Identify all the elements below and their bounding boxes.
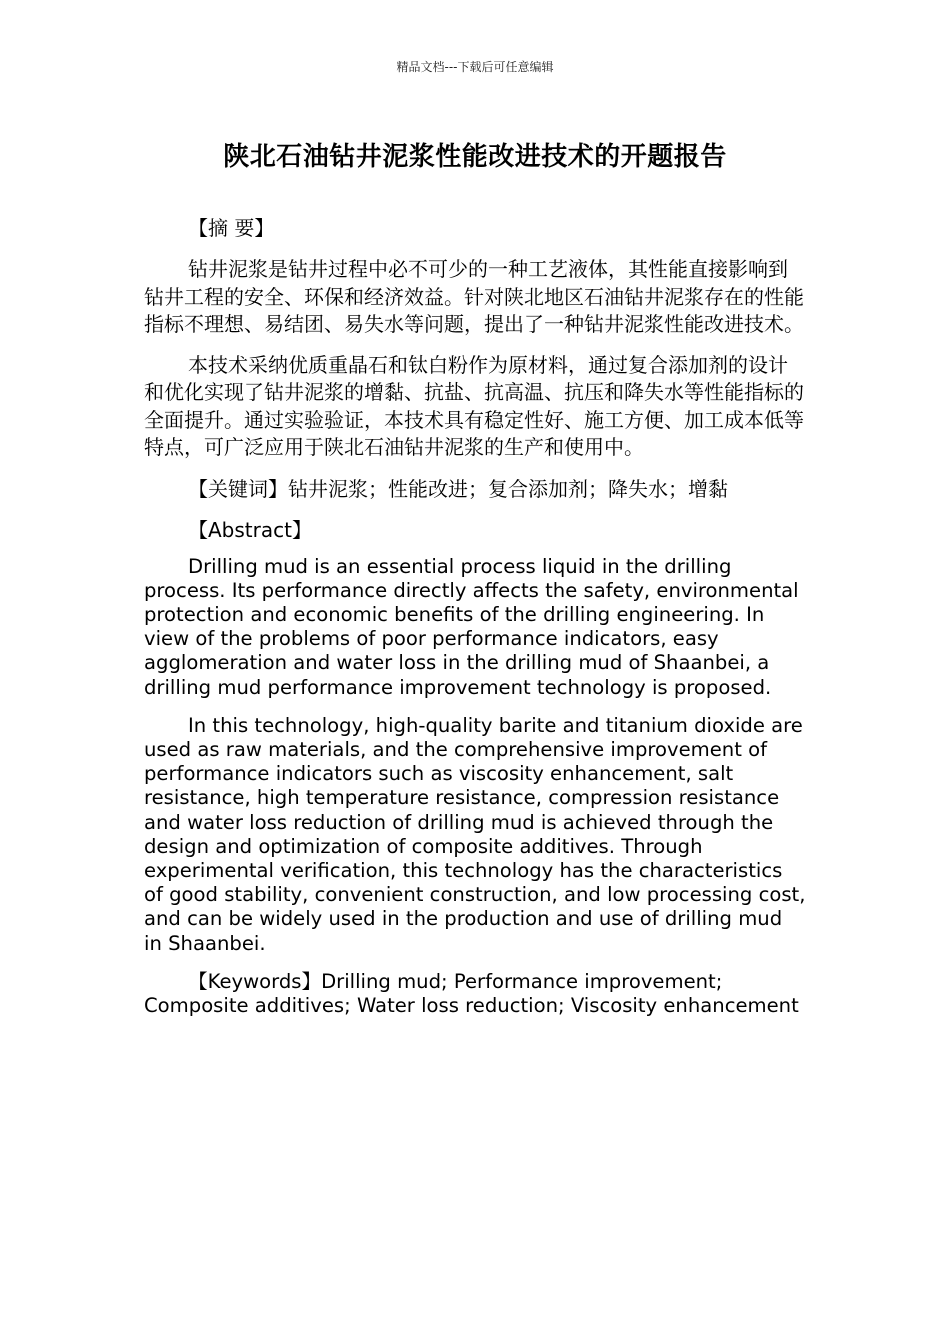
abstract-cn-paragraph: 本技术采纳优质重晶石和钛白粉作为原材料，通过复合添加剂的设计和优化实现了钻井泥浆的增黏、抗盐、抗高温、抗压和降失水等性能指标的全面提升。通过实验验证，本技术具有稳定性好、施工方便、加工成本低等特点，可广泛应用于陕北石油钻井泥浆的生产和使用中。 xyxy=(144,352,804,459)
header-note: 精品文档---下载后可任意编辑 xyxy=(396,60,554,74)
document-title: 陕北石油钻井泥浆性能改进技术的开题报告 xyxy=(223,142,727,172)
keywords-cn: 【关键词】钻井泥浆；性能改进；复合添加剂；降失水；增黏 xyxy=(188,476,728,501)
abstract-en-paragraph: In this technology, high-quality barite and titanium dioxide are used as raw materials, and the comprehensive improvement of performance indicators such as viscosity enhancement, salt resistance, high temperature resistance, compression resistance and water loss reduction of drilling mud is achieved through the design and optimization of composite additives. Through experimental verification, this technology has the characteristics of good stability, convenient construction, and low processing cost, and can be widely used in the production and use of drilling mud in Shaanbei. xyxy=(144,713,806,955)
abstract-cn-heading: 【摘 要】 xyxy=(188,216,275,240)
abstract-en-heading: 【Abstract】 xyxy=(188,517,312,542)
abstract-en-paragraph: Drilling mud is an essential process liquid in the drilling process. Its performance directly affects the safety, environmental protection and economic benefits of the drilling engineering. In view of the problems of poor performance indicators, easy agglomeration and water loss in the drilling mud of Shaanbei, a drilling mud performance improvement technology is proposed. xyxy=(144,554,799,699)
abstract-cn-paragraph: 钻井泥浆是钻井过程中必不可少的一种工艺液体，其性能直接影响到钻井工程的安全、环保和经济效益。针对陕北地区石油钻井泥浆存在的性能指标不理想、易结团、易失水等问题，提出了一种钻井泥浆性能改进技术。 xyxy=(144,257,804,336)
keywords-en: 【Keywords】Drilling mud; Performance improvement; Composite additives; Water loss reduction; Viscosity enhancement xyxy=(144,969,799,1017)
document-body xyxy=(144,214,806,1032)
